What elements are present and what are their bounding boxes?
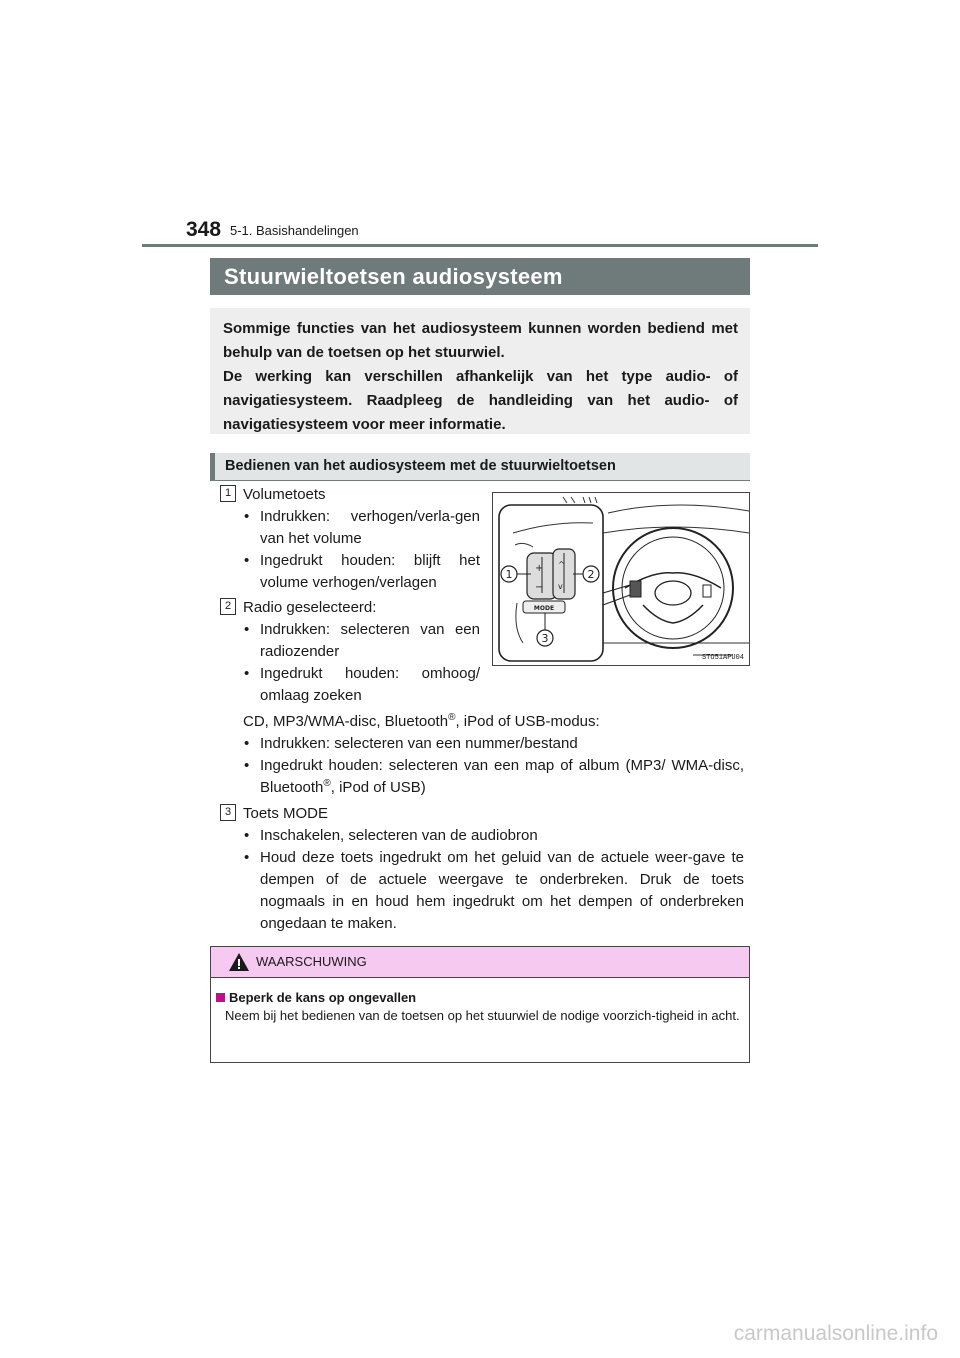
warning-text: Neem bij het bedienen van de toetsen op het stuurwiel de nodige voorzich-tigheid in acht.: [225, 1008, 740, 1023]
warning-body: [211, 978, 749, 1024]
bullet-square-icon: [216, 993, 225, 1002]
steering-wheel-illustration: [492, 492, 750, 666]
item-2-bullet-2: • Ingedrukt houden: omhoog/ omlaag zoeken: [244, 665, 480, 704]
warning-title: WAARSCHUWING: [256, 954, 367, 969]
item-number-1: 1: [220, 485, 236, 502]
header-rule: [142, 244, 818, 247]
callout-1: 1: [505, 568, 513, 581]
steering-wheel-drawing: [493, 493, 749, 665]
svg-text:+: +: [535, 563, 544, 574]
item-2-bullet-4: • Ingedrukt houden: selecteren van een map of album (MP3/ WMA-disc, Bluetooth®, iPod of USB): [244, 757, 744, 796]
svg-text:−: −: [535, 582, 544, 593]
item-1-bullet-1: • Indrukken: verhogen/verla-gen van het volume: [244, 508, 480, 547]
section-title: Stuurwieltoetsen audiosysteem: [210, 258, 750, 295]
figure-code: STO51APU04: [701, 654, 744, 662]
intro-paragraph-2: De werking kan verschillen afhankelijk van het type audio- of navigatiesysteem. Raadpleeg de handleiding van het audio- of navigatiesysteem voor meer informatie.: [223, 368, 738, 433]
watermark: carmanualsonline.info: [733, 1322, 938, 1345]
warning-triangle-icon: [228, 952, 250, 972]
item-3-bullet-1: • Inschakelen, selecteren van de audiobron: [244, 827, 538, 844]
page-number: 348: [186, 218, 222, 241]
item-number-3: 3: [220, 804, 236, 821]
warning-box: [210, 946, 750, 1063]
item-1-bullet-2: • Ingedrukt houden: blijft het volume verhogen/verlagen: [244, 552, 480, 591]
intro-paragraph-1: Sommige functies van het audiosysteem kunnen worden bediend met behulp van de toetsen op het stuurwiel.: [223, 320, 738, 361]
mode-button-label: MODE: [533, 605, 555, 612]
page-header: [142, 215, 818, 247]
callout-2: 2: [587, 568, 595, 581]
item-3-title: Toets MODE: [243, 805, 329, 822]
warning-subhead: Beperk de kans op ongevallen: [216, 989, 749, 1006]
callout-3: 3: [541, 632, 549, 645]
item-3-bullet-2: • Houd deze toets ingedrukt om het geluid van de actuele weer-gave te dempen of de actuele weergave te onderbreken. Druk de toets nogmaals in en houd hem ingedrukt om het dempen of onderbreken ongedaan te maken.: [244, 849, 744, 932]
item-2-bullet-3: • Indrukken: selecteren van een nummer/bestand: [244, 735, 578, 752]
svg-text:v: v: [558, 582, 563, 591]
item-2-title: Radio geselecteerd:: [243, 599, 377, 616]
svg-text:^: ^: [558, 560, 565, 569]
chapter-label: 5-1. Basishandelingen: [230, 223, 359, 238]
intro-box: [210, 308, 750, 434]
warning-header: [211, 947, 749, 978]
item-1-title: Volumetoets: [243, 486, 326, 503]
item-2-bullet-1: • Indrukken: selecteren van een radiozender: [244, 621, 480, 660]
item-number-2: 2: [220, 598, 236, 615]
subheading: Bedienen van het audiosysteem met de stuurwieltoetsen: [210, 453, 750, 481]
item-2-mode-line: CD, MP3/WMA-disc, Bluetooth®, iPod of USB-modus:: [243, 712, 600, 730]
